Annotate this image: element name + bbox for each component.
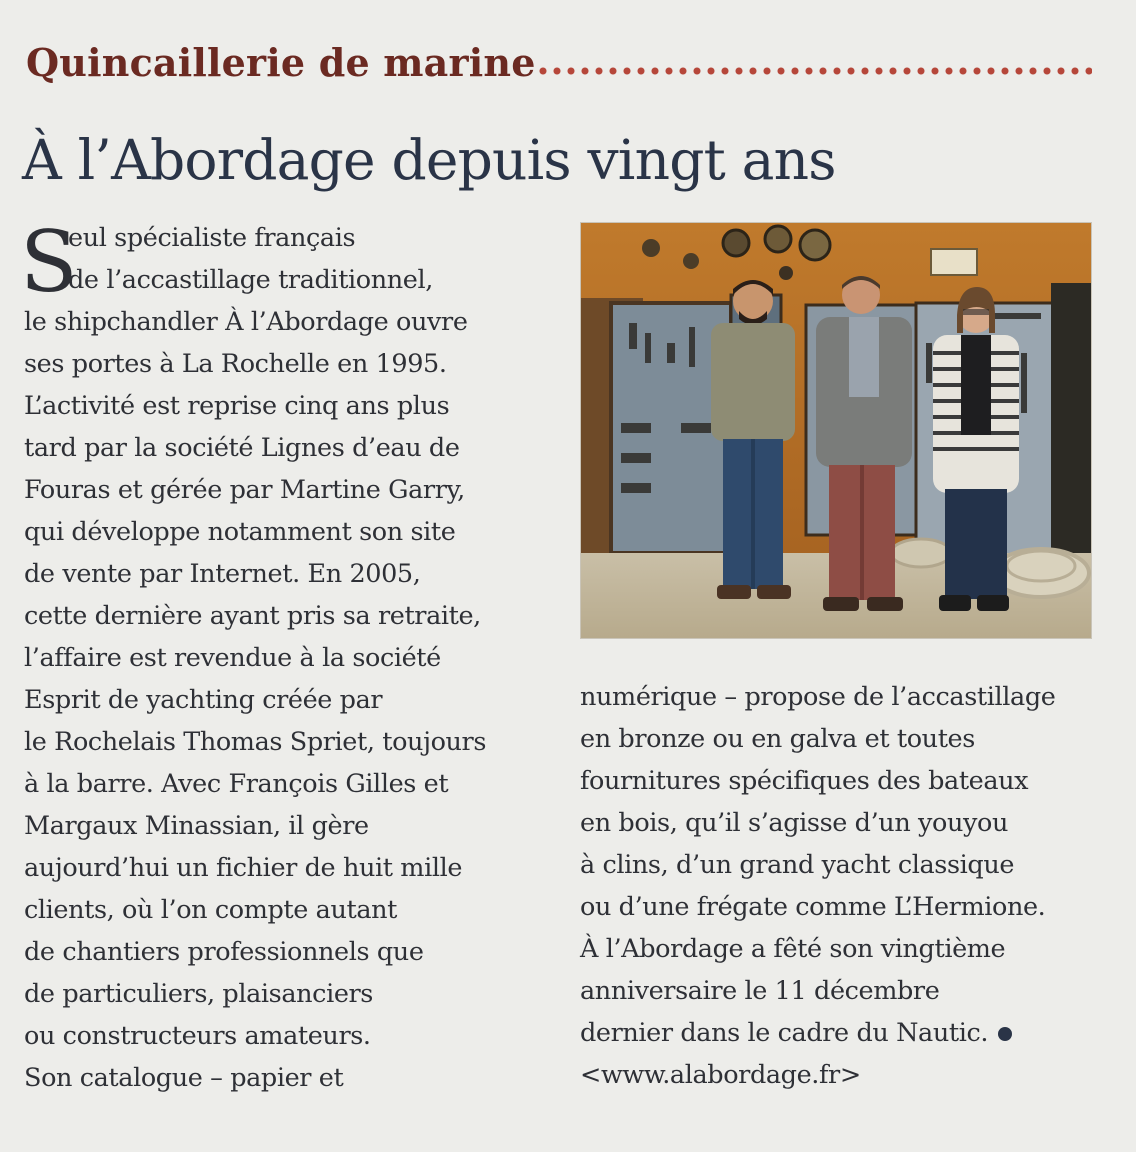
team-photo <box>580 222 1092 639</box>
text-line: eul spécialiste français <box>68 223 356 253</box>
text-line: de chantiers professionnels que <box>24 937 424 967</box>
text-line: le shipchandler À l’Abordage ouvre <box>24 307 468 337</box>
text-line: à clins, d’un grand yacht classique <box>580 850 1015 880</box>
text-line: le Rochelais Thomas Spriet, toujours <box>24 727 487 757</box>
text-line: en bois, qu’il s’agisse d’un youyou <box>580 808 1009 838</box>
end-mark-icon <box>998 1027 1012 1041</box>
text-line: ses portes à La Rochelle en 1995. <box>24 349 447 379</box>
section-label: Quincaillerie de marine <box>26 40 536 85</box>
text-line: à la barre. Avec François Gilles et <box>24 769 449 799</box>
text-line: Fouras et gérée par Martine Garry, <box>24 475 465 505</box>
text-line: de particuliers, plaisanciers <box>24 979 373 1009</box>
text-line: numérique – propose de l’accastillage <box>580 682 1056 712</box>
text-line: ou d’une frégate comme L’Hermione. <box>580 892 1046 922</box>
text-line: Esprit de yachting créée par <box>24 685 383 715</box>
dotted-rule <box>536 64 1092 78</box>
left-column <box>24 217 554 1099</box>
text-line: de l’accastillage traditionnel, <box>68 265 433 295</box>
text-line: À l’Abordage a fêté son vingtième <box>580 934 1006 964</box>
text-line: qui développe notamment son site <box>24 517 456 547</box>
text-line: ou constructeurs amateurs. <box>24 1021 371 1051</box>
text-line: de vente par Internet. En 2005, <box>24 559 421 589</box>
text-line: dernier dans le cadre du Nautic. <box>580 1018 989 1048</box>
team-photo-illustration <box>581 223 1091 638</box>
article-end-line <box>580 1012 1110 1054</box>
text-line: cette dernière ayant pris sa retraite, <box>24 601 481 631</box>
drop-cap: S <box>20 213 78 311</box>
text-line: tard par la société Lignes d’eau de <box>24 433 460 463</box>
right-column <box>580 676 1110 1096</box>
text-line: l’affaire est revendue à la société <box>24 643 441 673</box>
text-line: fournitures spécifiques des bateaux <box>580 766 1029 796</box>
text-line: L’activité est reprise cinq ans plus <box>24 391 450 421</box>
article-headline: À l’Abordage depuis vingt ans <box>22 128 836 192</box>
text-line: Margaux Minassian, il gère <box>24 811 369 841</box>
text-line: Son catalogue – papier et <box>24 1063 344 1093</box>
website-link[interactable]: <www.alabordage.fr> <box>580 1060 861 1090</box>
text-line: clients, où l’on compte autant <box>24 895 398 925</box>
text-line: en bronze ou en galva et toutes <box>580 724 975 754</box>
text-line: aujourd’hui un fichier de huit mille <box>24 853 463 883</box>
text-line: anniversaire le 11 décembre <box>580 976 940 1006</box>
